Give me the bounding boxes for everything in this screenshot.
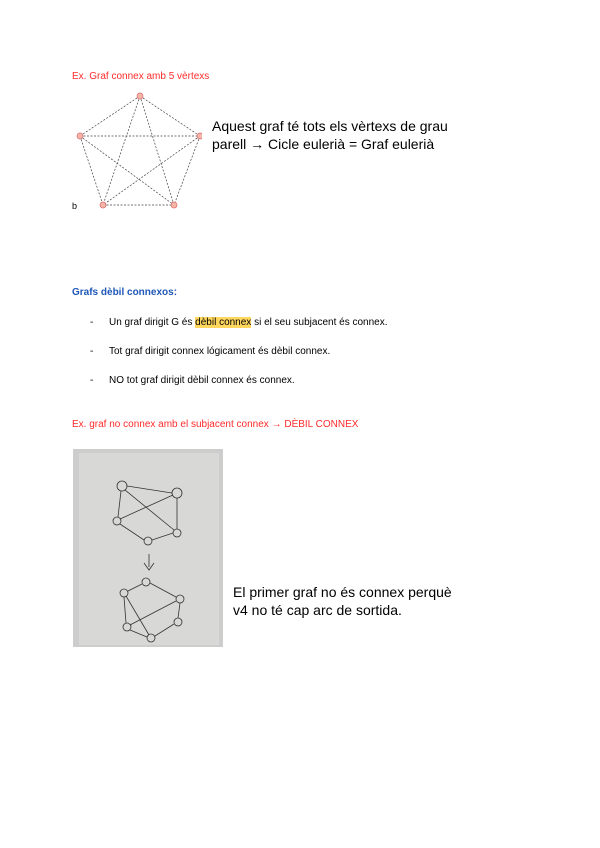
highlight-text: dèbil connex (195, 317, 252, 328)
list-item: - Un graf dirigit G és dèbil connex si el seu subjacent és connex. (90, 317, 388, 328)
pentagon-graph-figure (72, 88, 202, 212)
caption-2 (233, 583, 483, 619)
handwritten-graph-photo (73, 449, 223, 647)
list-dash: - (90, 346, 94, 357)
caption-1 (212, 117, 462, 153)
list-dash: - (90, 375, 94, 386)
caption-1-line-1: Aquest graf té tots els vèrtexs de grau (212, 118, 448, 134)
caption-1-line-2: parell → Cicle eulerià = Graf eulerià (212, 136, 435, 152)
example-heading-2: Ex. graf no connex amb el subjacent connex → DÈBIL CONNEX (72, 419, 359, 430)
section-heading-grafs-debil: Grafs dèbil connexos: (72, 287, 178, 298)
list-item: - Tot graf dirigit connex lógicament és dèbil connex. (90, 346, 331, 357)
definition-list (90, 315, 388, 402)
list-dash: - (90, 317, 94, 328)
edge-mark: b (72, 201, 78, 211)
caption-2-line-2: v4 no té cap arc de sortida. (233, 602, 402, 618)
caption-2-line-1: El primer graf no és connex perquè (233, 584, 452, 600)
list-item: - NO tot graf dirigit dèbil connex és connex. (90, 375, 295, 386)
example-heading-1: Ex. Graf connex amb 5 vèrtexs (72, 71, 210, 82)
